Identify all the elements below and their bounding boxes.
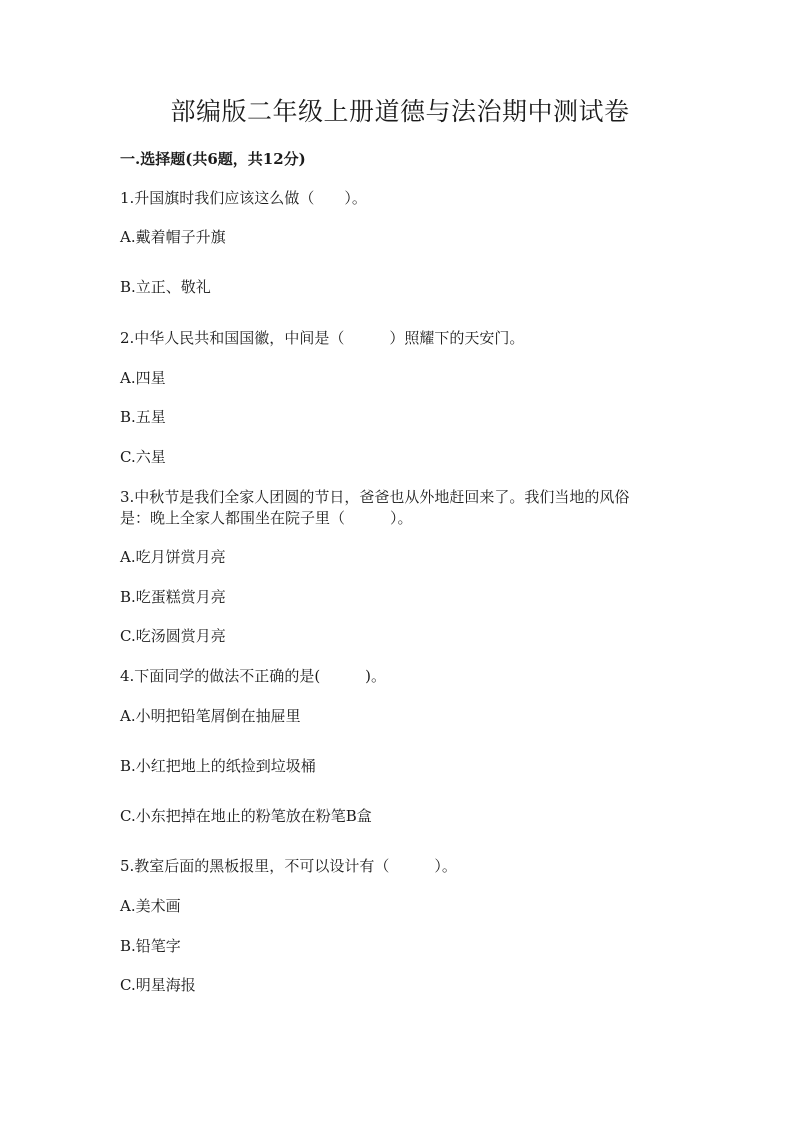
question-5-stem: 5.教室后面的黑板报里，不可以设计有（ ）。 [120, 857, 457, 875]
question-4-option-a: A.小明把铅笔屑倒在抽屉里 [120, 707, 301, 725]
question-3-stem-line-2: 是：晚上全家人都围坐在院子里（ ）。 [120, 509, 413, 527]
question-1-option-a: A.戴着帽子升旗 [120, 228, 226, 246]
question-5-option-b: B.铅笔字 [120, 937, 181, 955]
section-heading: 一.选择题(共6题，共12分) [120, 150, 306, 168]
question-5-option-c: C.明星海报 [120, 976, 196, 994]
question-3-option-c: C.吃汤圆赏月亮 [120, 627, 226, 645]
question-2-option-a: A.四星 [120, 369, 166, 387]
question-3-option-b: B.吃蛋糕赏月亮 [120, 588, 226, 606]
question-4-option-b: B.小红把地上的纸捡到垃圾桶 [120, 757, 316, 775]
question-2-stem: 2.中华人民共和国国徽，中间是（ ）照耀下的天安门。 [120, 329, 525, 347]
question-1-stem: 1.升国旗时我们应该这么做（ ）。 [120, 189, 367, 207]
question-1-option-b: B.立正、敬礼 [120, 278, 211, 296]
page-title: 部编版二年级上册道德与法治期中测试卷 [170, 97, 630, 126]
question-5-option-a: A.美术画 [120, 897, 181, 915]
question-2-option-c: C.六星 [120, 448, 166, 466]
question-3-stem-line-1: 3.中秋节是我们全家人团圆的节日，爸爸也从外地赶回来了。我们当地的风俗 [120, 488, 630, 506]
question-4-option-c: C.小东把掉在地止的粉笔放在粉笔B盒 [120, 807, 372, 825]
question-4-stem: 4.下面同学的做法不正确的是( )。 [120, 667, 387, 685]
question-2-option-b: B.五星 [120, 408, 166, 426]
question-3-option-a: A.吃月饼赏月亮 [120, 548, 226, 566]
